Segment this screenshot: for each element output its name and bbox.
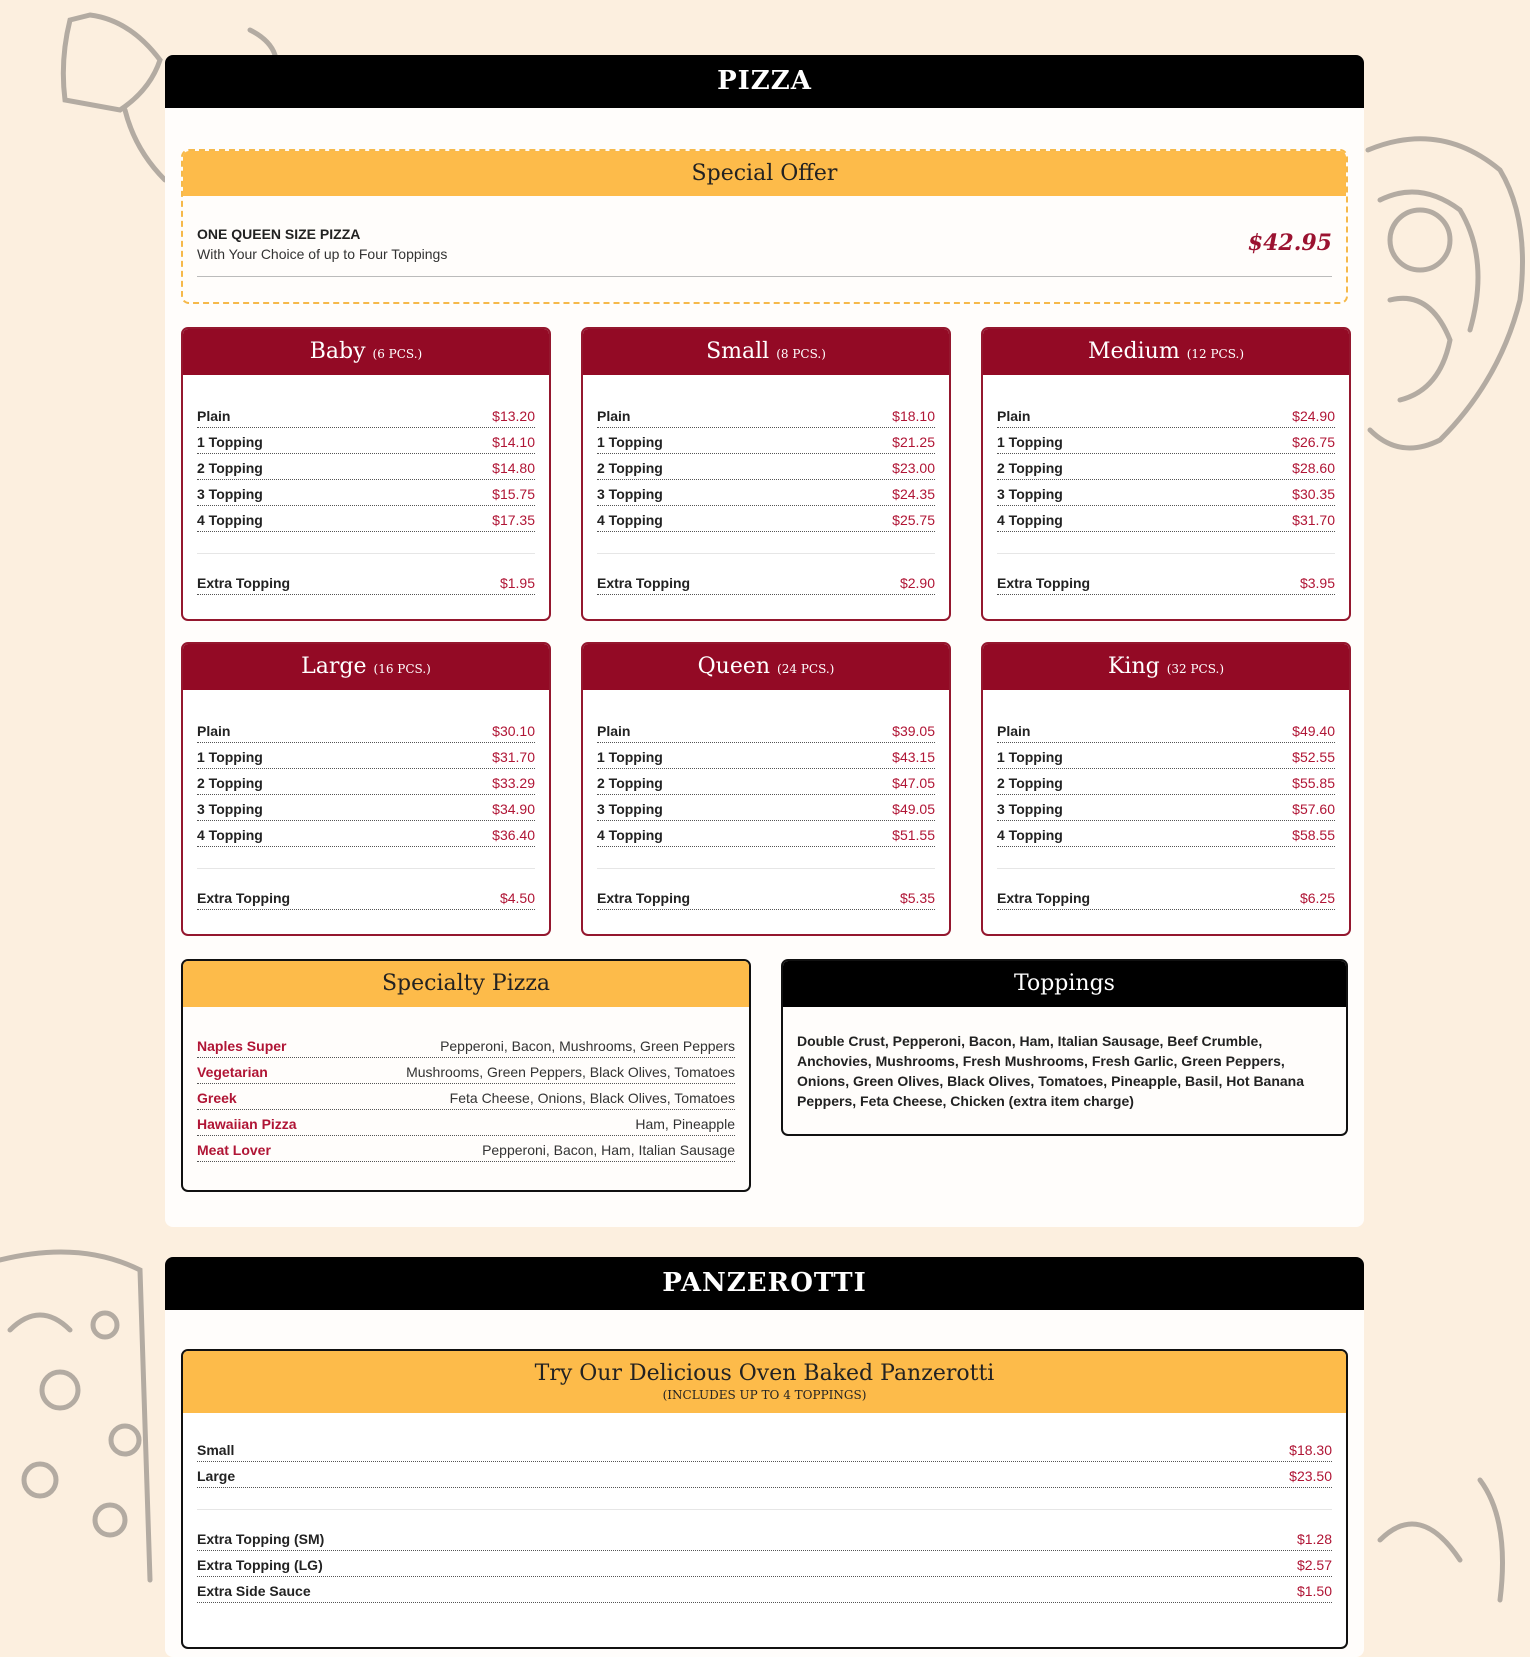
size-name: Queen (697, 654, 771, 679)
price-row (197, 770, 535, 795)
topping-price-label: 1 Topping (997, 749, 1063, 765)
price-row (997, 718, 1335, 743)
size-name: Baby (309, 339, 366, 364)
specialty-pizza-value: Mushrooms, Green Peppers, Black Olives, Tomatoes (406, 1064, 735, 1080)
topping-price-value: $31.70 (492, 749, 535, 765)
topping-price-value: $55.85 (1292, 775, 1335, 791)
price-row (197, 1085, 735, 1110)
divider (197, 1489, 1332, 1510)
topping-price-label: 3 Topping (597, 486, 663, 502)
price-row (197, 1437, 1332, 1462)
price-row (997, 796, 1335, 821)
size-card-baby (181, 327, 551, 621)
size-pieces: (24 PCS.) (777, 662, 835, 676)
price-row (197, 1033, 735, 1058)
special-offer-price: $42.95 (1247, 230, 1332, 256)
specialty-pizza-label: Greek (197, 1090, 237, 1106)
price-row (197, 1463, 1332, 1488)
divider (997, 848, 1335, 869)
topping-price-value: $52.55 (1292, 749, 1335, 765)
topping-price-value: $23.00 (892, 460, 935, 476)
topping-price-value: $30.10 (492, 723, 535, 739)
special-offer-box (181, 149, 1348, 304)
specialty-pizza-value: Feta Cheese, Onions, Black Olives, Tomatoes (449, 1090, 735, 1106)
topping-price-label: Plain (597, 723, 631, 739)
topping-price-value: $21.25 (892, 434, 935, 450)
topping-price-value: $43.15 (892, 749, 935, 765)
price-row (597, 796, 935, 821)
topping-price-value: $30.35 (1292, 486, 1335, 502)
special-offer-title: ONE QUEEN SIZE PIZZA (197, 226, 361, 242)
price-row (197, 570, 535, 595)
price-row (597, 455, 935, 480)
pizza-section (165, 55, 1364, 1227)
topping-price-label: 2 Topping (197, 775, 263, 791)
price-row (197, 1526, 1332, 1551)
topping-price-value: $18.10 (892, 408, 935, 424)
topping-price-value: $14.10 (492, 434, 535, 450)
topping-price-label: 1 Topping (597, 434, 663, 450)
specialty-pizza-label: Vegetarian (197, 1064, 268, 1080)
topping-price-value: $17.35 (492, 512, 535, 528)
panzerotti-header (183, 1351, 1346, 1413)
topping-price-value: $39.05 (892, 723, 935, 739)
extra-topping-value: $6.25 (1299, 890, 1335, 906)
specialty-pizza-label: Hawaiian Pizza (197, 1116, 297, 1132)
price-row (197, 885, 535, 910)
topping-price-value: $31.70 (1292, 512, 1335, 528)
size-card-small (581, 327, 951, 621)
special-offer-description: With Your Choice of up to Four Toppings (197, 246, 448, 262)
size-pieces: (8 PCS.) (776, 347, 826, 361)
specialty-pizza-box (181, 959, 751, 1192)
topping-price-value: $47.05 (892, 775, 935, 791)
panzerotti-extra-label: Extra Topping (LG) (197, 1557, 323, 1573)
price-row (197, 1059, 735, 1084)
price-row (597, 429, 935, 454)
toppings-heading: Toppings (783, 961, 1346, 1007)
price-row (997, 481, 1335, 506)
divider (197, 533, 535, 554)
topping-price-label: Plain (597, 408, 631, 424)
size-pieces: (32 PCS.) (1166, 662, 1225, 676)
pizza-section-title: PIZZA (165, 55, 1364, 108)
topping-price-value: $34.90 (492, 801, 535, 817)
topping-price-value: $36.40 (492, 827, 535, 843)
topping-price-value: $58.55 (1292, 827, 1335, 843)
extra-topping-label: Extra Topping (997, 890, 1091, 906)
price-row (597, 744, 935, 769)
topping-price-value: $33.29 (492, 775, 535, 791)
topping-price-label: 4 Topping (597, 512, 663, 528)
size-name: King (1107, 654, 1160, 679)
size-card-heading (183, 329, 549, 375)
extra-topping-label: Extra Topping (197, 890, 291, 906)
topping-price-label: 3 Topping (597, 801, 663, 817)
panzerotti-box (181, 1349, 1348, 1649)
price-row (197, 455, 535, 480)
size-name: Large (301, 654, 367, 679)
topping-price-label: 3 Topping (197, 801, 263, 817)
specialty-pizza-label: Meat Lover (197, 1142, 271, 1158)
price-row (197, 796, 535, 821)
topping-price-value: $49.40 (1292, 723, 1335, 739)
price-row (197, 718, 535, 743)
topping-price-label: 2 Topping (597, 775, 663, 791)
size-card-large (181, 642, 551, 936)
size-card-heading (183, 644, 549, 690)
toppings-box (781, 959, 1348, 1136)
topping-price-label: 2 Topping (197, 460, 263, 476)
topping-price-label: 2 Topping (997, 775, 1063, 791)
price-row (997, 570, 1335, 595)
price-row (997, 885, 1335, 910)
price-row (597, 507, 935, 532)
specialty-pizza-value: Pepperoni, Bacon, Mushrooms, Green Peppers (440, 1038, 735, 1054)
specialty-pizza-label: Naples Super (197, 1038, 287, 1054)
topping-price-label: Plain (997, 408, 1031, 424)
panzerotti-extra-value: $1.28 (1296, 1531, 1332, 1547)
topping-price-label: 3 Topping (197, 486, 263, 502)
price-row (597, 481, 935, 506)
size-card-heading (583, 329, 949, 375)
topping-price-label: Plain (197, 723, 231, 739)
price-row (997, 507, 1335, 532)
panzerotti-heading: Try Our Delicious Oven Baked Panzerotti (534, 1361, 995, 1386)
price-row (197, 403, 535, 428)
divider (597, 533, 935, 554)
size-card-medium (981, 327, 1351, 621)
divider (197, 848, 535, 869)
topping-price-value: $26.75 (1292, 434, 1335, 450)
price-row (997, 822, 1335, 847)
divider (597, 848, 935, 869)
size-card-heading (583, 644, 949, 690)
extra-topping-label: Extra Topping (997, 575, 1091, 591)
topping-price-value: $15.75 (492, 486, 535, 502)
price-row (197, 744, 535, 769)
topping-price-value: $25.75 (892, 512, 935, 528)
size-pieces: (12 PCS.) (1186, 347, 1244, 361)
topping-price-value: $51.55 (892, 827, 935, 843)
extra-topping-value: $1.95 (499, 575, 535, 591)
extra-topping-value: $2.90 (899, 575, 935, 591)
panzerotti-subheading: (INCLUDES UP TO 4 TOPPINGS) (662, 1388, 867, 1402)
price-row (597, 403, 935, 428)
topping-price-label: 4 Topping (597, 827, 663, 843)
size-pieces: (16 PCS.) (373, 662, 431, 676)
topping-price-label: 2 Topping (997, 460, 1063, 476)
panzerotti-extra-label: Extra Topping (SM) (197, 1531, 325, 1547)
panzerotti-section-title: PANZEROTTI (165, 1257, 1364, 1310)
price-row (197, 1552, 1332, 1577)
price-row (597, 770, 935, 795)
price-row (197, 429, 535, 454)
size-card-heading (983, 329, 1349, 375)
extra-topping-value: $4.50 (499, 890, 535, 906)
divider (997, 533, 1335, 554)
price-row (997, 455, 1335, 480)
specialty-pizza-value: Ham, Pineapple (635, 1116, 735, 1132)
panzerotti-size-label: Large (197, 1468, 236, 1484)
topping-price-label: 4 Topping (197, 512, 263, 528)
topping-price-label: 4 Topping (997, 512, 1063, 528)
price-row (197, 481, 535, 506)
extra-topping-label: Extra Topping (597, 575, 691, 591)
price-row (997, 770, 1335, 795)
size-card-heading (983, 644, 1349, 690)
size-name: Small (706, 339, 770, 364)
size-card-king (981, 642, 1351, 936)
topping-price-value: $49.05 (892, 801, 935, 817)
panzerotti-extra-value: $1.50 (1296, 1583, 1332, 1599)
panzerotti-section (165, 1257, 1364, 1657)
price-row (997, 429, 1335, 454)
topping-price-label: 1 Topping (197, 749, 263, 765)
panzerotti-size-label: Small (197, 1442, 235, 1458)
topping-price-value: $28.60 (1292, 460, 1335, 476)
topping-price-label: 1 Topping (997, 434, 1063, 450)
topping-price-value: $24.90 (1292, 408, 1335, 424)
extra-topping-label: Extra Topping (597, 890, 691, 906)
price-row (597, 822, 935, 847)
topping-price-label: Plain (197, 408, 231, 424)
size-name: Medium (1087, 339, 1180, 364)
topping-price-label: 4 Topping (997, 827, 1063, 843)
extra-topping-value: $5.35 (899, 890, 935, 906)
price-row (997, 403, 1335, 428)
price-row (597, 718, 935, 743)
topping-price-label: Plain (997, 723, 1031, 739)
panzerotti-size-value: $23.50 (1289, 1468, 1332, 1484)
topping-price-label: 4 Topping (197, 827, 263, 843)
price-row (197, 507, 535, 532)
panzerotti-extra-value: $2.57 (1296, 1557, 1332, 1573)
specialty-pizza-value: Pepperoni, Bacon, Ham, Italian Sausage (482, 1142, 735, 1158)
topping-price-value: $14.80 (492, 460, 535, 476)
price-row (597, 570, 935, 595)
special-offer-item (197, 196, 1332, 277)
topping-price-label: 1 Topping (197, 434, 263, 450)
panzerotti-extra-label: Extra Side Sauce (197, 1583, 311, 1599)
price-row (197, 1111, 735, 1136)
extra-topping-value: $3.95 (1299, 575, 1335, 591)
topping-price-value: $24.35 (892, 486, 935, 502)
topping-price-label: 3 Topping (997, 486, 1063, 502)
size-pieces: (6 PCS.) (372, 347, 423, 361)
topping-price-label: 2 Topping (597, 460, 663, 476)
price-row (197, 822, 535, 847)
panzerotti-size-value: $18.30 (1289, 1442, 1332, 1458)
special-offer-heading: Special Offer (183, 151, 1346, 196)
topping-price-value: $57.60 (1292, 801, 1335, 817)
topping-price-value: $13.20 (492, 408, 535, 424)
topping-price-label: 1 Topping (597, 749, 663, 765)
extra-topping-label: Extra Topping (197, 575, 291, 591)
price-row (597, 885, 935, 910)
specialty-pizza-heading: Specialty Pizza (183, 961, 749, 1007)
topping-price-label: 3 Topping (997, 801, 1063, 817)
toppings-list: Double Crust, Pepperoni, Bacon, Ham, Italian Sausage, Beef Crumble, Anchovies, Mushrooms, Fresh Mushrooms, Fresh Garlic, Green Peppers, Onions, Green Olives, Black Olives, Tomatoes, Pineapple, Basil, Hot Banana Peppers, Feta Cheese, Chicken (extra item charge) (797, 1033, 1305, 1109)
price-row (197, 1137, 735, 1162)
price-row (197, 1578, 1332, 1603)
price-row (997, 744, 1335, 769)
size-card-queen (581, 642, 951, 936)
